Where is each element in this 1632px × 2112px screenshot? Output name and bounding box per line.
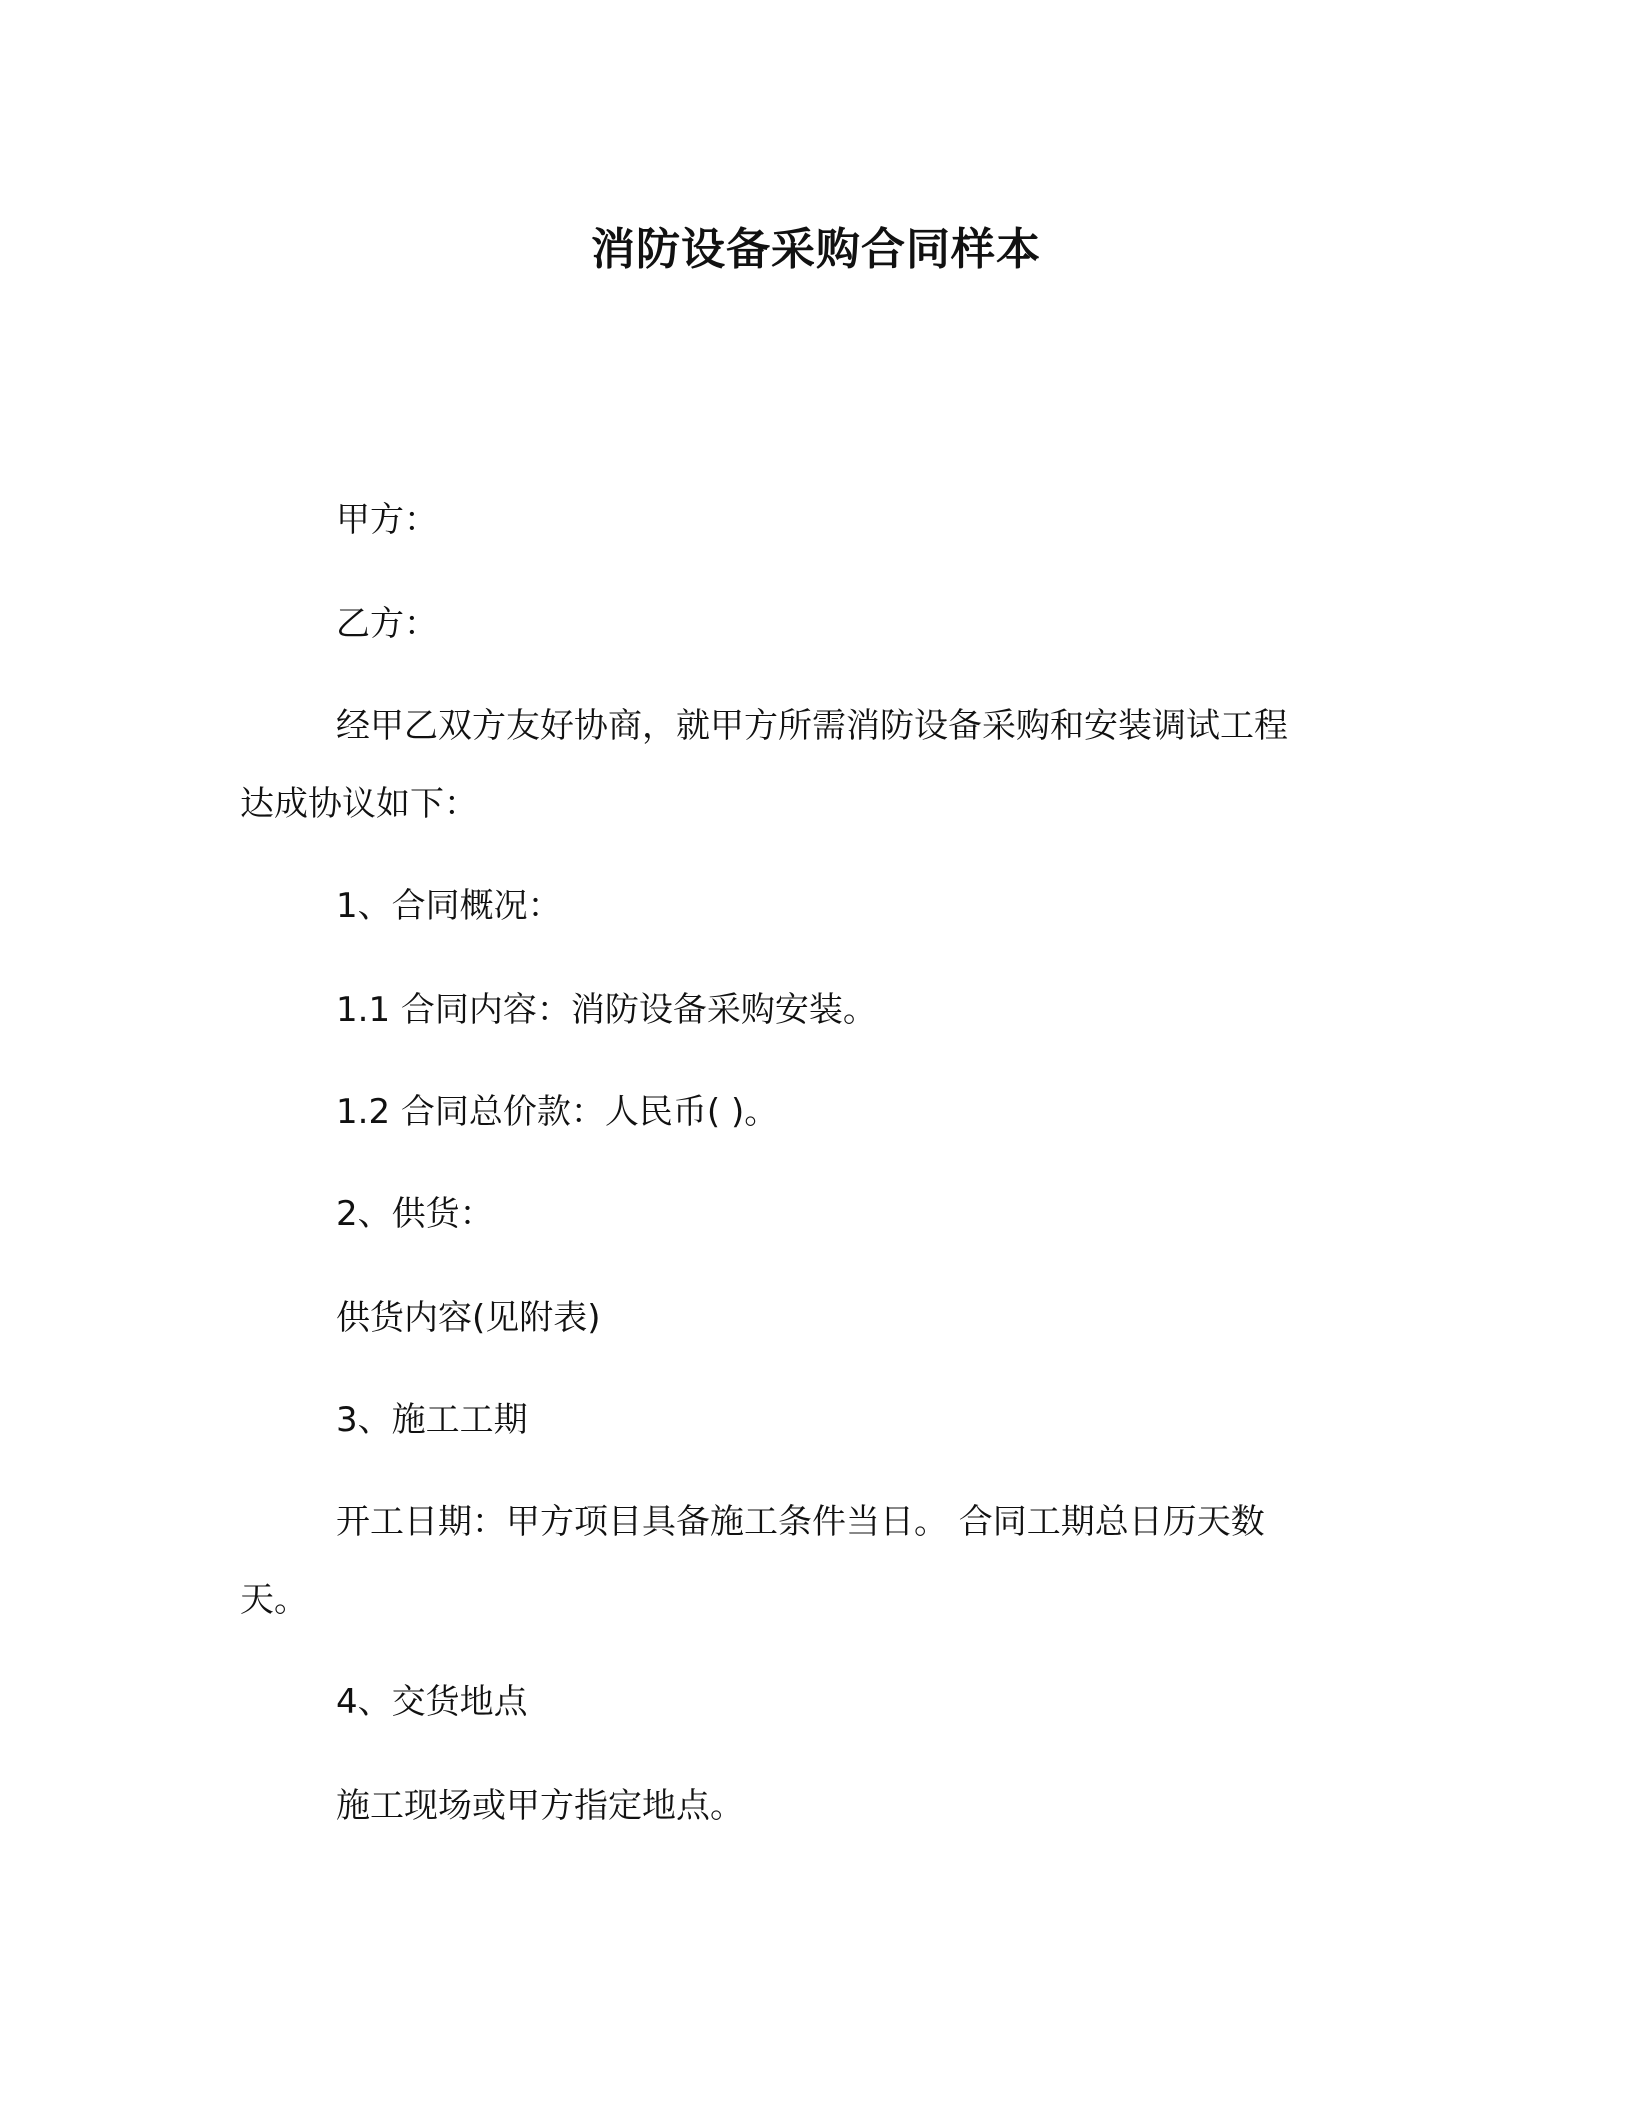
section-1-2: 1.2 合同总价款：人民币( )。 [336,1092,779,1132]
section-3-heading: 3、施工工期 [336,1400,528,1440]
section-1-heading: 1、合同概况： [336,886,562,926]
section-2-heading: 2、供货： [336,1194,494,1234]
intro-paragraph-line-2: 达成协议如下： [240,784,478,824]
intro-paragraph-line-1: 经甲乙双方友好协商，就甲方所需消防设备采购和安装调试工程 [336,706,1288,746]
party-a-label: 甲方： [336,500,438,540]
section-4-body: 施工现场或甲方指定地点。 [336,1786,744,1826]
section-3-line-2: 天。 [240,1580,308,1620]
party-b-label: 乙方： [336,604,438,644]
document-title: 消防设备采购合同样本 [591,224,1041,275]
section-1-1: 1.1 合同内容：消防设备采购安装。 [336,990,877,1030]
section-3-line-1: 开工日期：甲方项目具备施工条件当日。 合同工期总日历天数 [336,1502,1265,1542]
section-4-heading: 4、交货地点 [336,1682,528,1722]
section-2-body: 供货内容(见附表) [336,1298,601,1338]
